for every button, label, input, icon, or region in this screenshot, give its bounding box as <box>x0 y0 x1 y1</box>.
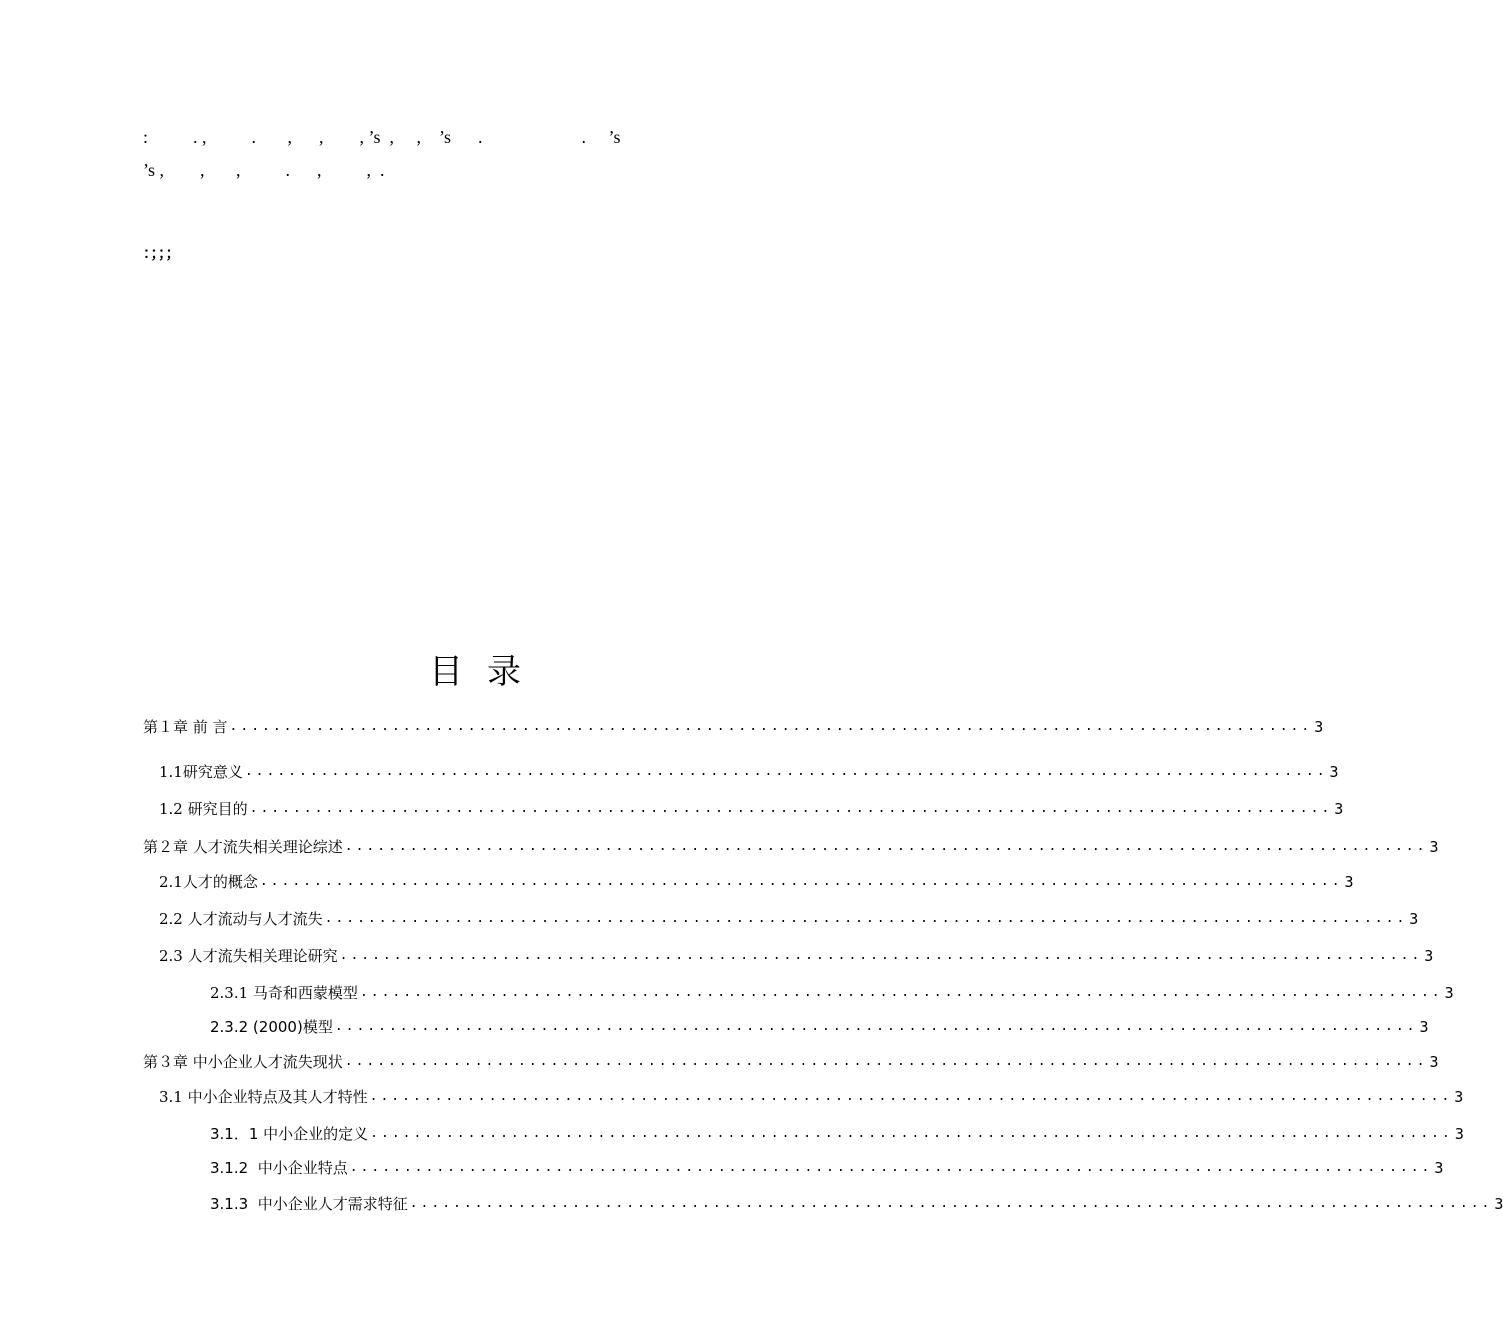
toc-entry-label: 3.1．1 中小企业的定义 <box>210 1125 369 1143</box>
toc-entry-page: 3 <box>1314 718 1324 736</box>
toc-entry[interactable] <box>159 906 1419 930</box>
toc-entry-label: 2.1人才的概念 <box>159 873 258 891</box>
toc-entry-page: 3 <box>1434 1159 1444 1177</box>
toc-entry-label: 2.3.1 马奇和西蒙模型 <box>210 984 358 1002</box>
toc-entry-page: 3 <box>1429 1053 1439 1071</box>
toc-entry-page: 3 <box>1454 1088 1464 1106</box>
toc-entry[interactable] <box>210 980 1454 1004</box>
toc-entry[interactable] <box>159 759 1339 783</box>
toc-entry-label: 1.1研究意义 <box>159 763 243 781</box>
toc-leader-dots: .................................................................................................... <box>344 1054 1428 1069</box>
toc-entry-label: 第３章 中小企业人才流失现状 <box>143 1053 343 1071</box>
toc-entry-page: 3 <box>1494 1195 1503 1213</box>
toc-entry-page: 3 <box>1409 910 1419 928</box>
abstract-line-1: : . , . , , , ’s , , ’s . . ’s <box>143 127 621 147</box>
toc-entry[interactable] <box>159 1084 1464 1108</box>
toc-entry[interactable] <box>210 1121 1464 1145</box>
toc-entry-label: 3.1 中小企业特点及其人才特性 <box>159 1088 368 1106</box>
toc-leader-dots: .................................................................................................... <box>369 1089 1453 1104</box>
toc-entry-label: 2.3 人才流失相关理论研究 <box>159 947 338 965</box>
toc-entry[interactable] <box>159 943 1434 967</box>
toc-entry[interactable] <box>210 1155 1444 1179</box>
toc-leader-dots: .................................................................................................... <box>249 801 1333 816</box>
toc-entry-page: 3 <box>1329 763 1339 781</box>
toc-entry-label: 2.3.2 (2000)模型 <box>210 1018 333 1036</box>
toc-entry[interactable] <box>210 1191 1503 1215</box>
toc-title: 目录 <box>429 652 545 692</box>
toc-entry-label: 第１章 前 言 <box>143 718 228 736</box>
toc-entry-page: 3 <box>1429 838 1439 856</box>
toc-leader-dots: .................................................................................................... <box>229 719 1313 734</box>
toc-entry-page: 3 <box>1334 800 1344 818</box>
toc-leader-dots: .................................................................................................... <box>359 985 1443 1000</box>
toc-entry-page: 3 <box>1454 1125 1464 1143</box>
toc-leader-dots: .................................................................................................... <box>409 1196 1493 1211</box>
toc-entry-page: 3 <box>1444 984 1454 1002</box>
toc-entry[interactable] <box>159 869 1354 893</box>
toc-leader-dots: .................................................................................................... <box>339 948 1423 963</box>
abstract-line-2: ’s , , , . , , . <box>143 160 385 180</box>
toc-entry[interactable] <box>210 1014 1429 1038</box>
keywords-line: ：；；； <box>143 244 181 262</box>
toc-entry-label: 3.1.3 中小企业人才需求特征 <box>210 1195 408 1213</box>
toc-entry-label: 3.1.2 中小企业特点 <box>210 1159 348 1177</box>
toc-leader-dots: .................................................................................................... <box>334 1019 1418 1034</box>
toc-entry[interactable] <box>143 1049 1439 1073</box>
toc-entry-page: 3 <box>1419 1018 1429 1036</box>
toc-entry-label: 1.2 研究目的 <box>159 800 248 818</box>
toc-leader-dots: .................................................................................................... <box>344 839 1428 854</box>
toc-leader-dots: .................................................................................................... <box>324 911 1408 926</box>
toc-entry[interactable] <box>143 714 1324 738</box>
toc-leader-dots: .................................................................................................... <box>370 1126 1453 1141</box>
toc-leader-dots: .................................................................................................... <box>349 1160 1433 1175</box>
toc-entry-label: 2.2 人才流动与人才流失 <box>159 910 323 928</box>
toc-entry-label: 第２章 人才流失相关理论综述 <box>143 838 343 856</box>
toc-leader-dots: .................................................................................................... <box>259 874 1343 889</box>
toc-entry[interactable] <box>159 796 1344 820</box>
toc-entry-page: 3 <box>1424 947 1434 965</box>
toc-entry-page: 3 <box>1344 873 1354 891</box>
toc-leader-dots: .................................................................................................... <box>244 764 1328 779</box>
toc-entry[interactable] <box>143 834 1439 858</box>
